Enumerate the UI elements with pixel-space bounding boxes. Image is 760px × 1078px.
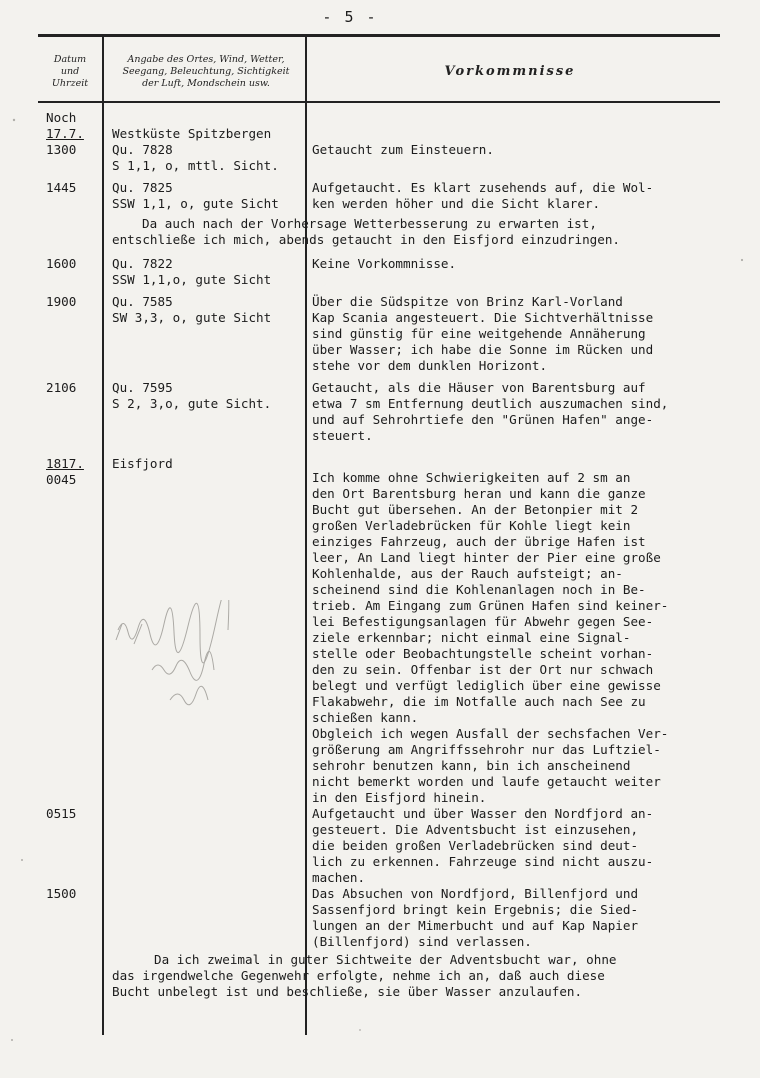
event-0045-line: Obgleich ich wegen Ausfall der sechsfachen Ver- <box>312 726 669 741</box>
time-0045: 0045 <box>46 472 77 487</box>
header-place-line: Seegang, Beleuchtung, Sichtigkeit <box>122 66 290 77</box>
event-1300-line: Getaucht zum Einsteuern. <box>312 142 494 157</box>
closing-line: Bucht unbelegt ist und beschließe, sie über Wasser anzulaufen. <box>112 984 583 999</box>
closing-line: Da ich zweimal in guter Sichtweite der Adventsbucht war, ohne <box>154 952 617 967</box>
place-1300-line: Qu. 7828 <box>112 142 173 157</box>
event-0515-line: gesteuert. Die Adventsbucht ist einzusehen, <box>312 822 639 837</box>
event-0045-line: schießen kann. <box>312 710 419 725</box>
place-1445-line: SSW 1,1, o, gute Sicht <box>112 196 279 211</box>
place-2106-line: Qu. 7595 <box>112 380 173 395</box>
event-0515-line: machen. <box>312 870 366 885</box>
time-1445: 1445 <box>46 180 77 195</box>
event-0045-line: stelle oder Beobachtungstelle scheint vorhan- <box>312 646 654 661</box>
event-0045-line: scheinend sind die Kohlenanlagen noch in Be- <box>312 582 646 597</box>
event-1500-line: (Billenfjord) sind verlassen. <box>312 934 532 949</box>
header-date-line: Uhrzeit <box>51 78 89 89</box>
header-place-line: der Luft, Mondschein usw. <box>142 78 270 89</box>
time-1900: 1900 <box>46 294 77 309</box>
header-date-column <box>40 44 100 100</box>
event-0045-line: sehrohr benutzen kann, bin ich anscheinend <box>312 758 631 773</box>
event-0045-line: größerung am Angriffssehrohr nur das Luftziel- <box>312 742 661 757</box>
event-2106-line: etwa 7 sm Entfernung deutlich auszumachen sind, <box>312 396 669 411</box>
event-1900-line: Über die Südspitze von Brinz Karl-Vorland <box>312 294 623 309</box>
column-divider-date <box>102 35 104 1035</box>
event-0045-line: Bucht gut übersehen. An der Betonpier mit 2 <box>312 502 639 517</box>
event-0045-line: den zu sein. Offenbar ist der Ort nur schwach <box>312 662 654 677</box>
event-0045-line: leer, An Land liegt hinter der Pier eine große <box>312 550 661 565</box>
event-1500-line: Sassenfjord bringt kein Ergebnis; die Sied- <box>312 902 639 917</box>
header-top-rule <box>38 34 720 37</box>
header-events-column: Vorkommnisse <box>444 64 576 79</box>
header-bottom-rule <box>38 101 720 103</box>
event-0045-line: nicht bemerkt worden und laufe getaucht weiter <box>312 774 661 789</box>
event-1445-continuation: entschließe ich mich, abends getaucht in den Eisfjord einzudringen. <box>112 232 620 247</box>
event-1500-line: lungen an der Mimerbucht und auf Kap Napier <box>312 918 639 933</box>
place-2106-line: S 2, 3,o, gute Sicht. <box>112 396 272 411</box>
event-0045-line: in den Eisfjord hinein. <box>312 790 487 805</box>
time-0515: 0515 <box>46 806 77 821</box>
event-0045-line: belegt und verfügt lediglich über eine gewisse <box>312 678 661 693</box>
event-2106-line: Getaucht, als die Häuser von Barentsburg auf <box>312 380 646 395</box>
event-1900-line: sind günstig für eine weitgehende Annäherung <box>312 326 646 341</box>
closing-line: das irgendwelche Gegenwehr erfolgte, nehme ich an, daß auch diese <box>112 968 605 983</box>
place-1600-line: SSW 1,1,o, gute Sicht <box>112 272 272 287</box>
time-2106: 2106 <box>46 380 77 395</box>
event-1900-line: stehe vor dem dunklen Horizont. <box>312 358 548 373</box>
time-1600: 1600 <box>46 256 77 271</box>
event-0045-line: Kohlenhalde, aus der Rauch aufsteigt; an- <box>312 566 623 581</box>
time-1300: 1300 <box>46 142 77 157</box>
place-1900-line: Qu. 7585 <box>112 294 173 309</box>
location-eisfjord: Eisfjord <box>112 456 173 471</box>
date-18-7: 1817. <box>46 456 84 471</box>
place-1445-line: Qu. 7825 <box>112 180 173 195</box>
page-number: - 5 - <box>322 8 378 26</box>
event-1500-line: Das Absuchen von Nordfjord, Billenfjord und <box>312 886 639 901</box>
event-0045-line: den Ort Barentsburg heran und kann die ganze <box>312 486 646 501</box>
event-2106-line: steuert. <box>312 428 373 443</box>
event-2106-line: und auf Sehrohrtiefe den "Grünen Hafen" ange- <box>312 412 654 427</box>
location-westkueste: Westküste Spitzbergen <box>112 126 272 141</box>
event-1445-line: Aufgetaucht. Es klart zusehends auf, die Wol- <box>312 180 654 195</box>
event-0045-line: einziges Fahrzeug, auch der übrige Hafen ist <box>312 534 646 549</box>
place-1900-line: SW 3,3, o, gute Sicht <box>112 310 272 325</box>
event-1445-continuation: Da auch nach der Vorhersage Wetterbesserung zu erwarten ist, <box>142 216 597 231</box>
header-place-column <box>106 44 306 100</box>
event-1900-line: über Wasser; ich habe die Sonne im Rücken und <box>312 342 654 357</box>
header-date-line: und <box>60 66 80 77</box>
event-0045-line: trieb. Am Eingang zum Grünen Hafen sind keiner- <box>312 598 669 613</box>
pencil-annotation <box>112 600 302 740</box>
event-1600-line: Keine Vorkommnisse. <box>312 256 457 271</box>
column-divider-place <box>305 35 307 1035</box>
event-0045-line: Ich komme ohne Schwierigkeiten auf 2 sm an <box>312 470 631 485</box>
event-1900-line: Kap Scania angesteuert. Die Sichtverhältnisse <box>312 310 654 325</box>
date-noch: Noch <box>46 110 77 125</box>
event-0515-line: Aufgetaucht und über Wasser den Nordfjord an- <box>312 806 654 821</box>
event-0045-line: Flakabwehr, die im Notfalle auch nach See zu <box>312 694 646 709</box>
header-place-line: Angabe des Ortes, Wind, Wetter, <box>127 54 285 65</box>
event-0045-line: ziele erkennbar; nicht einmal eine Signal- <box>312 630 631 645</box>
event-0515-line: die beiden großen Verladebrücken sind deut- <box>312 838 639 853</box>
time-1500: 1500 <box>46 886 77 901</box>
place-1300-line: S 1,1, o, mttl. Sicht. <box>112 158 279 173</box>
event-0045-line: lei Befestigungsanlagen für Abwehr gegen See- <box>312 614 654 629</box>
date-17-7: 17.7. <box>46 126 84 141</box>
event-0515-line: lich zu erkennen. Fahrzeuge sind nicht auszu- <box>312 854 654 869</box>
header-date-line: Datum <box>53 54 87 65</box>
event-1445-line: ken werden höher und die Sicht klarer. <box>312 196 601 211</box>
place-1600-line: Qu. 7822 <box>112 256 173 271</box>
event-0045-line: großen Verladebrücken für Kohle liegt kein <box>312 518 631 533</box>
